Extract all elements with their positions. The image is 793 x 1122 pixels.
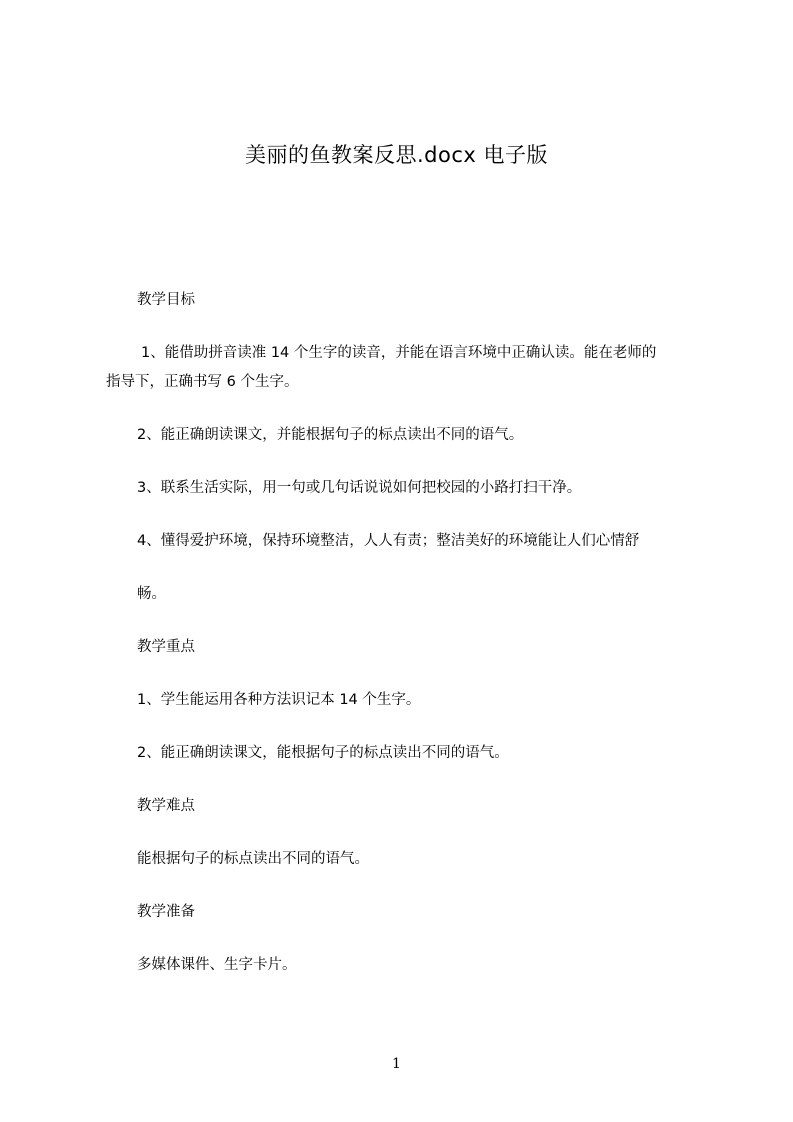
goal-1-line-1: 1、能借助拼音读准 14 个生字的读音，并能在语言环境中正确认读。能在老师的 xyxy=(141,345,657,361)
goal-4-line-1: 4、懂得爱护环境，保持环境整洁，人人有责；整洁美好的环境能让人们心情舒 xyxy=(137,533,640,549)
difficulty-1: 能根据句子的标点读出不同的语气。 xyxy=(137,851,369,867)
document-title: 美丽的鱼教案反思.docx 电子版 xyxy=(244,143,548,167)
goal-4-line-2: 畅。 xyxy=(137,586,166,602)
heading-difficulties: 教学难点 xyxy=(137,798,195,814)
page-number: 1 xyxy=(392,1056,401,1072)
goal-1-line-2: 指导下，正确书写 6 个生字。 xyxy=(106,374,299,390)
goal-2: 2、能正确朗读课文，并能根据句子的标点读出不同的语气。 xyxy=(137,427,524,443)
heading-teaching-goals: 教学目标 xyxy=(137,292,195,308)
key-point-2: 2、能正确朗读课文，能根据句子的标点读出不同的语气。 xyxy=(137,745,509,761)
preparation-1: 多媒体课件、生字卡片。 xyxy=(137,957,297,973)
heading-preparation: 教学准备 xyxy=(137,904,195,920)
heading-key-points: 教学重点 xyxy=(137,639,195,655)
key-point-1: 1、学生能运用各种方法识记本 14 个生字。 xyxy=(137,692,421,708)
goal-3: 3、联系生活实际，用一句或几句话说说如何把校园的小路打扫干净。 xyxy=(137,480,582,496)
